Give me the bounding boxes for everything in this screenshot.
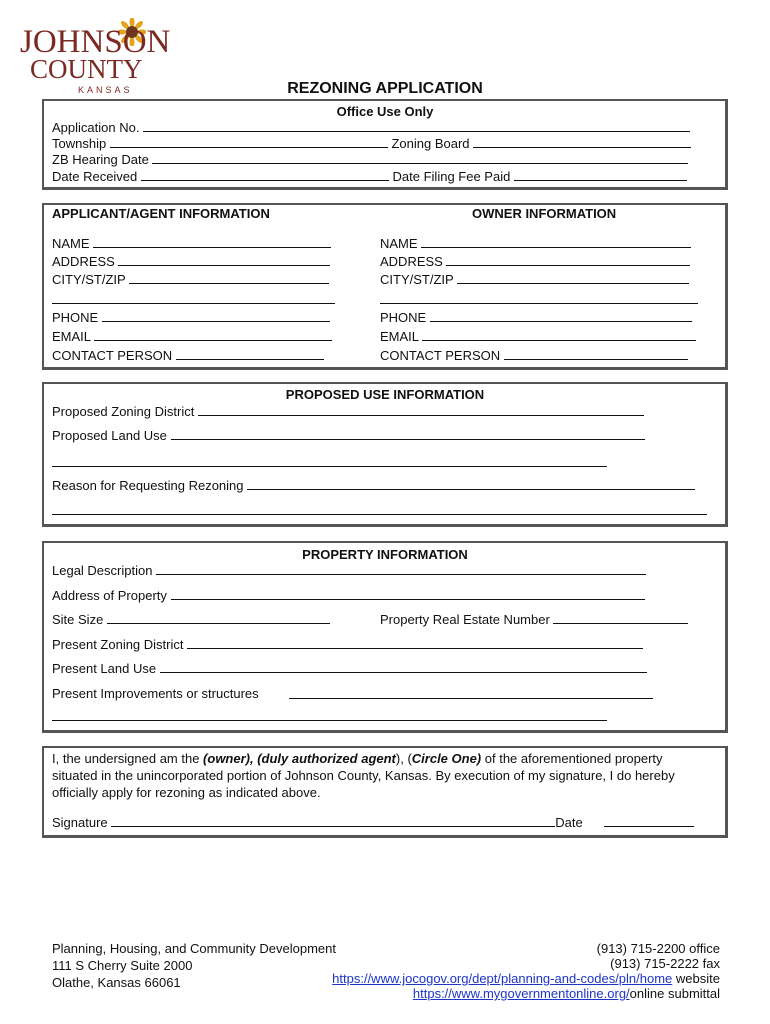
proposed-use-heading: PROPOSED USE INFORMATION [285, 387, 485, 402]
footer-dept: Planning, Housing, and Community Development [52, 941, 336, 956]
owner-city-label: CITY/ST/ZIP [380, 272, 454, 287]
logo-line-2: COUNTY [30, 54, 143, 84]
logo-line-1: JOHNSON [20, 24, 171, 60]
present-zoning-label: Present Zoning District [52, 637, 184, 652]
footer-street: 111 S Cherry Suite 2000 [52, 958, 193, 973]
applicant-heading: APPLICANT/AGENT INFORMATION [52, 206, 270, 221]
proposed-zoning-label: Proposed Zoning District [52, 404, 195, 419]
real-estate-number-label: Property Real Estate Number [380, 612, 550, 627]
footer-office-phone: (913) 715-2200 office [596, 941, 720, 956]
zb-hearing-date-field[interactable] [152, 152, 688, 164]
website-label: website [672, 971, 720, 986]
zoning-board-field[interactable] [473, 136, 691, 148]
owner-address-label: ADDRESS [380, 254, 443, 269]
owner-address-field[interactable] [446, 254, 690, 266]
improvements-field[interactable] [289, 698, 653, 699]
applicant-name-field[interactable] [93, 236, 331, 248]
township-label: Township [52, 136, 107, 151]
proposed-zoning-field[interactable] [198, 404, 644, 416]
applicant-city-extra-line[interactable] [52, 303, 335, 304]
applicant-email-label: EMAIL [52, 329, 91, 344]
zb-hearing-date-label: ZB Hearing Date [52, 152, 149, 167]
application-no-field[interactable] [143, 120, 690, 132]
owner-phone-label: PHONE [380, 310, 427, 325]
declaration-owner-choice: (owner), (duly authorized agent [203, 751, 396, 766]
date-label: Date [555, 815, 583, 830]
date-filing-fee-label: Date Filing Fee Paid [392, 169, 511, 184]
owner-city-extra-line[interactable] [380, 303, 698, 304]
declaration-part-2: ), ( [395, 751, 412, 766]
declaration-text [52, 750, 722, 801]
owner-city-field[interactable] [457, 272, 689, 284]
property-address-field[interactable] [171, 588, 645, 600]
real-estate-number-field[interactable] [553, 612, 688, 624]
footer-address [52, 940, 336, 991]
page-title: REZONING APPLICATION [287, 80, 483, 97]
applicant-city-field[interactable] [129, 272, 329, 284]
proposed-land-use-label: Proposed Land Use [52, 428, 167, 443]
proposed-land-use-field[interactable] [171, 428, 645, 440]
online-submittal-label: online submittal [629, 986, 720, 1001]
owner-name-field[interactable] [421, 236, 691, 248]
signature-field[interactable] [111, 815, 555, 827]
applicant-phone-field[interactable] [102, 310, 330, 322]
footer-contact [332, 941, 720, 1001]
improvements-extra-line[interactable] [52, 720, 607, 721]
footer-fax: (913) 715-2222 fax [610, 956, 720, 971]
office-use-heading: Office Use Only [336, 104, 434, 119]
present-land-use-field[interactable] [160, 661, 647, 673]
zoning-board-label: Zoning Board [391, 136, 470, 151]
township-field[interactable] [110, 136, 388, 148]
date-field[interactable] [604, 815, 694, 827]
applicant-phone-label: PHONE [52, 310, 99, 325]
owner-contact-label: CONTACT PERSON [380, 348, 501, 363]
property-address-label: Address of Property [52, 588, 167, 603]
applicant-name-label: NAME [52, 236, 90, 251]
applicant-address-label: ADDRESS [52, 254, 115, 269]
declaration-circle-one: Circle One) [411, 751, 482, 766]
owner-name-label: NAME [380, 236, 418, 251]
signature-label: Signature [52, 815, 108, 830]
footer-city: Olathe, Kansas 66061 [52, 975, 181, 990]
site-size-label: Site Size [52, 612, 104, 627]
declaration-line-2: situated in the unincorporated portion of Johnson County, Kansas. By execution of my signature, I do hereby [52, 768, 675, 783]
logo-line-3: KANSAS [78, 85, 133, 95]
reason-label: Reason for Requesting Rezoning [52, 478, 244, 493]
owner-email-label: EMAIL [380, 329, 419, 344]
owner-contact-field[interactable] [504, 348, 688, 360]
owner-email-field[interactable] [422, 329, 696, 341]
applicant-email-field[interactable] [94, 329, 332, 341]
applicant-contact-label: CONTACT PERSON [52, 348, 173, 363]
declaration-part-3: of the aforementioned property [481, 751, 663, 766]
property-heading: PROPERTY INFORMATION [302, 547, 468, 562]
date-filing-fee-field[interactable] [514, 169, 687, 181]
applicant-contact-field[interactable] [176, 348, 324, 360]
declaration-part-1: I, the undersigned am the [52, 751, 204, 766]
reason-field[interactable] [247, 478, 695, 490]
present-land-use-label: Present Land Use [52, 661, 157, 676]
legal-description-label: Legal Description [52, 563, 153, 578]
declaration-line-3: officially apply for rezoning as indicated above. [52, 785, 321, 800]
applicant-address-field[interactable] [118, 254, 330, 266]
online-submittal-link[interactable]: https://www.mygovernmentonline.org/ [412, 986, 630, 1001]
date-received-label: Date Received [52, 169, 138, 184]
applicant-city-label: CITY/ST/ZIP [52, 272, 126, 287]
application-no-label: Application No. [52, 120, 140, 135]
owner-phone-field[interactable] [430, 310, 692, 322]
date-received-field[interactable] [141, 169, 389, 181]
improvements-label: Present Improvements or structures [52, 686, 259, 701]
site-size-field[interactable] [107, 612, 330, 624]
proposed-land-use-extra-line[interactable] [52, 466, 607, 467]
legal-description-field[interactable] [156, 563, 646, 575]
website-link[interactable]: https://www.jocogov.org/dept/planning-and-codes/pln/home [332, 971, 673, 986]
present-zoning-field[interactable] [187, 637, 643, 649]
owner-heading: OWNER INFORMATION [472, 206, 617, 221]
reason-extra-line[interactable] [52, 514, 707, 515]
